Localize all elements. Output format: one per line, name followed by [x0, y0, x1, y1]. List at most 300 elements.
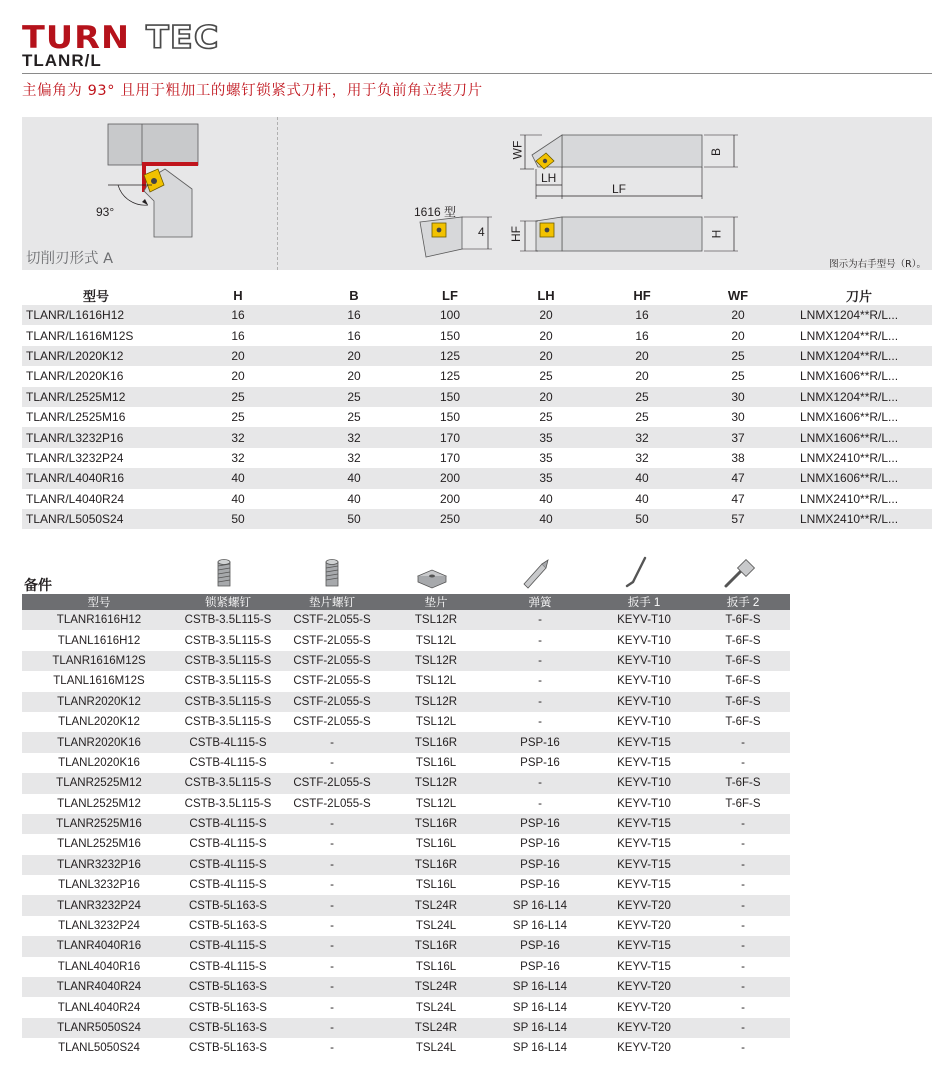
table-cell: TLANR/L3232P24	[26, 450, 124, 465]
table-cell: 20	[635, 369, 649, 384]
key-1-icon	[617, 556, 657, 592]
table-cell: PSP-16	[488, 936, 592, 956]
table-row	[22, 427, 932, 447]
table-cell: CSTB-5L163-S	[189, 920, 267, 933]
hf-label: HF	[509, 226, 523, 242]
table-cell: 250	[402, 509, 498, 529]
table-cell: 40	[635, 491, 649, 506]
table-cell: TLANR2525M12	[22, 773, 176, 793]
insert-screw	[151, 178, 157, 184]
column-header: 垫片螺钉	[280, 594, 384, 610]
table-cell: KEYV-T10	[592, 610, 696, 630]
table-cell: -	[696, 732, 790, 752]
table-cell: CSTB-4L115-S	[176, 855, 280, 875]
table-row	[22, 855, 790, 875]
table-cell: CSTB-4L115-S	[189, 960, 267, 973]
column-header: WF	[727, 288, 749, 303]
insert-top-screw	[543, 159, 547, 163]
table-row	[22, 936, 790, 956]
column-header: 锁紧螺钉	[176, 594, 280, 610]
table-cell: 38	[731, 450, 745, 465]
table-cell: CSTB-4L115-S	[176, 814, 280, 834]
table-cell: 40	[170, 468, 306, 488]
table-cell: PSP-16	[520, 756, 560, 769]
table-cell: -	[741, 1042, 745, 1055]
table-cell: LNMX1606**R/L...	[800, 369, 899, 384]
table-cell: TLANL4040R16	[57, 960, 141, 973]
table-cell: LNMX1204**R/L...	[786, 346, 932, 366]
table-cell: -	[280, 814, 384, 834]
table-cell: TLANL1616H12	[57, 634, 141, 647]
table-cell: CSTB-5L163-S	[189, 1042, 267, 1055]
table-cell: 20	[498, 387, 594, 407]
table-cell: SP 16-L14	[512, 1001, 568, 1014]
table-cell: TLANR4040R24	[22, 977, 176, 997]
table-cell: TLANR/L2020K16	[26, 369, 124, 384]
table-cell: TLANR/L5050S24	[22, 509, 170, 529]
table-cell: -	[741, 756, 745, 769]
table-cell: T-6F-S	[696, 692, 790, 712]
table-cell: CSTB-4L115-S	[176, 732, 280, 752]
table-cell: TLANL2020K12	[58, 716, 140, 729]
cutting-diagram	[108, 124, 198, 237]
brand-logo-part1: TURN	[22, 20, 131, 56]
table-cell: CSTB-4L115-S	[189, 879, 267, 892]
table-cell: CSTF-2L055-S	[293, 634, 371, 647]
table-cell: CSTB-4L115-S	[189, 838, 267, 851]
spare-parts-table-body	[22, 610, 790, 1059]
table-cell: KEYV-T20	[592, 1018, 696, 1038]
table-cell: TSL12L	[415, 675, 457, 688]
table-cell: PSP-16	[488, 732, 592, 752]
column-header: LF	[442, 288, 458, 303]
table-cell: CSTB-3.5L115-S	[184, 675, 272, 688]
table-cell: -	[696, 977, 790, 997]
angle-label: 93°	[96, 205, 115, 219]
table-cell: 150	[439, 410, 461, 425]
table-cell: -	[696, 936, 790, 956]
table-row	[22, 977, 790, 997]
table-cell: 32	[231, 450, 245, 465]
table-cell: TSL12R	[384, 651, 488, 671]
table-cell: TLANR1616H12	[22, 610, 176, 630]
table-cell: -	[280, 855, 384, 875]
table-row	[22, 773, 790, 793]
table-row	[22, 468, 932, 488]
table-row	[22, 875, 790, 895]
table-cell: 35	[498, 468, 594, 488]
brand-logo	[22, 20, 232, 56]
column-header: 垫片	[384, 594, 488, 610]
table-cell: TSL12L	[415, 797, 457, 810]
table-cell: LNMX1204**R/L...	[786, 305, 932, 325]
table-cell: 25	[539, 410, 553, 425]
table-cell: 30	[690, 387, 786, 407]
table-cell: CSTB-5L163-S	[176, 895, 280, 915]
table-cell: CSTF-2L055-S	[280, 692, 384, 712]
holder-side-view	[520, 135, 738, 199]
table-cell: KEYV-T10	[617, 634, 671, 647]
table-cell: 25	[731, 369, 745, 384]
table-cell: 25	[690, 346, 786, 366]
table-cell: 170	[402, 427, 498, 447]
table-row	[22, 753, 790, 773]
type-1616-label: 1616 型	[414, 205, 457, 219]
table-cell: 100	[402, 305, 498, 325]
table-row	[22, 346, 932, 366]
table-cell: 40	[231, 491, 245, 506]
table-cell: T-6F-S	[696, 773, 790, 793]
table-cell: TLANL2525M16	[57, 838, 141, 851]
table-cell: 20	[731, 328, 745, 343]
table-cell: CSTB-5L163-S	[176, 977, 280, 997]
table-cell: SP 16-L14	[512, 920, 568, 933]
table-cell: 40	[347, 491, 361, 506]
table-cell: PSP-16	[488, 855, 592, 875]
table-cell: -	[280, 977, 384, 997]
table-cell: TSL24R	[384, 895, 488, 915]
table-cell: -	[741, 879, 745, 892]
table-cell: PSP-16	[520, 879, 560, 892]
table-cell: KEYV-T10	[617, 675, 671, 688]
table-cell: -	[280, 732, 384, 752]
table-cell: 32	[594, 427, 690, 447]
table-cell: CSTB-3.5L115-S	[184, 716, 272, 729]
table-cell: -	[330, 1001, 334, 1014]
table-cell: -	[488, 651, 592, 671]
table-cell: TSL24L	[415, 1001, 457, 1014]
type-1616-screw	[437, 228, 442, 233]
table-cell: 20	[594, 346, 690, 366]
table-cell: SP 16-L14	[488, 895, 592, 915]
column-header: LH	[537, 288, 555, 303]
table-cell: CSTB-5L163-S	[189, 1001, 267, 1014]
table-cell: 20	[306, 346, 402, 366]
table-cell: -	[741, 920, 745, 933]
table-cell: TSL12L	[415, 634, 457, 647]
table-cell: TSL12R	[384, 692, 488, 712]
table-cell: LNMX2410**R/L...	[800, 450, 899, 465]
table-cell: TLANL4040R24	[57, 1001, 141, 1014]
table-cell: 50	[170, 509, 306, 529]
column-header: 型号	[82, 289, 109, 304]
table-cell: -	[330, 879, 334, 892]
table-cell: -	[538, 716, 542, 729]
table-cell: TLANR/L2525M16	[26, 410, 126, 425]
table-cell: TSL24L	[415, 920, 457, 933]
table-row	[22, 916, 790, 936]
lock-screw-icon	[204, 556, 244, 592]
table-cell: KEYV-T15	[592, 855, 696, 875]
table-row	[22, 651, 790, 671]
table-cell: T-6F-S	[725, 716, 761, 729]
table-cell: KEYV-T20	[617, 1001, 671, 1014]
table-cell: LNMX1606**R/L...	[800, 410, 899, 425]
table-cell: -	[330, 960, 334, 973]
table-row	[22, 895, 790, 915]
table-cell: -	[538, 634, 542, 647]
table-cell: -	[280, 936, 384, 956]
table-row	[22, 610, 790, 630]
table-cell: -	[330, 1042, 334, 1055]
table-row	[22, 387, 932, 407]
diagram-divider	[277, 117, 278, 270]
table-cell: -	[696, 1018, 790, 1038]
table-cell: 37	[690, 427, 786, 447]
table-cell: KEYV-T15	[592, 814, 696, 834]
table-cell: KEYV-T20	[617, 1042, 671, 1055]
shim-screw-icon	[312, 556, 352, 592]
table-cell: 40	[539, 491, 553, 506]
table-cell: 32	[170, 427, 306, 447]
table-cell: PSP-16	[520, 838, 560, 851]
table-cell: TLANR/L1616M12S	[26, 328, 134, 343]
table-cell: KEYV-T10	[592, 651, 696, 671]
table-cell: TLANR/L4040R24	[26, 491, 125, 506]
table-cell: 125	[439, 369, 461, 384]
table-cell: 50	[594, 509, 690, 529]
table-cell: PSP-16	[488, 814, 592, 834]
table-cell: LNMX1204**R/L...	[800, 328, 899, 343]
table-row	[22, 448, 932, 468]
table-cell: TLANR/L2020K12	[22, 346, 170, 366]
table-cell: TLANL2525M12	[57, 797, 141, 810]
table-cell: TLANR5050S24	[22, 1018, 176, 1038]
table-row	[22, 489, 932, 509]
table-cell: 40	[498, 509, 594, 529]
cut-form-label: 切削刃形式 A	[26, 251, 114, 267]
table-cell: -	[741, 1001, 745, 1014]
table-row	[22, 630, 790, 650]
column-header: 刀片	[845, 289, 872, 304]
table-row	[22, 1038, 790, 1058]
table-cell: 16	[306, 305, 402, 325]
table-cell: CSTF-2L055-S	[293, 797, 371, 810]
table-cell: 25	[306, 387, 402, 407]
table-cell: CSTB-4L115-S	[176, 936, 280, 956]
table-cell: KEYV-T10	[617, 716, 671, 729]
table-cell: 150	[439, 328, 461, 343]
table-cell: TSL24L	[415, 1042, 457, 1055]
table-cell: T-6F-S	[725, 675, 761, 688]
table-cell: T-6F-S	[725, 634, 761, 647]
table-cell: KEYV-T20	[592, 977, 696, 997]
column-header: 扳手 2	[696, 594, 790, 610]
table-cell: 25	[539, 369, 553, 384]
table-cell: 47	[731, 491, 745, 506]
table-cell: LNMX1204**R/L...	[786, 387, 932, 407]
table-cell: TLANR/L1616H12	[22, 305, 170, 325]
table-cell: -	[488, 692, 592, 712]
b-label: B	[709, 147, 724, 157]
table-cell: KEYV-T15	[617, 879, 671, 892]
table-cell: 16	[231, 328, 245, 343]
table-cell: -	[280, 1018, 384, 1038]
page-title: TLANR/L	[22, 51, 102, 70]
table-cell: CSTF-2L055-S	[280, 651, 384, 671]
table-cell: KEYV-T15	[617, 756, 671, 769]
table-cell: 16	[635, 328, 649, 343]
key-2-icon	[720, 556, 760, 592]
table-row	[22, 366, 932, 386]
table-cell: -	[538, 675, 542, 688]
table-cell: CSTB-3.5L115-S	[176, 773, 280, 793]
table-row	[22, 407, 932, 427]
table-row	[22, 671, 790, 691]
table-cell: 57	[690, 509, 786, 529]
table-cell: 20	[498, 346, 594, 366]
table-cell: LNMX1606**R/L...	[786, 468, 932, 488]
table-cell: CSTF-2L055-S	[280, 610, 384, 630]
table-cell: TSL12R	[384, 773, 488, 793]
table-cell: 16	[170, 305, 306, 325]
spare-parts-table	[22, 594, 790, 1059]
table-cell: TLANL3232P24	[58, 920, 140, 933]
table-row	[22, 834, 790, 854]
table-cell: 20	[690, 305, 786, 325]
table-cell: CSTB-5L163-S	[176, 1018, 280, 1038]
table-row	[22, 794, 790, 814]
table-cell: TSL24R	[384, 1018, 488, 1038]
table-row	[22, 732, 790, 752]
table-cell: CSTB-3.5L115-S	[184, 634, 272, 647]
table-cell: CSTB-3.5L115-S	[176, 651, 280, 671]
holder-body-front	[562, 217, 702, 251]
table-cell: KEYV-T10	[592, 692, 696, 712]
spare-parts-table-header	[22, 594, 790, 610]
table-cell: TLANR/L2525M12	[22, 387, 170, 407]
table-cell: TSL16L	[415, 838, 457, 851]
table-cell: -	[696, 814, 790, 834]
table-cell: 125	[402, 346, 498, 366]
table-cell: 25	[231, 410, 245, 425]
table-cell: TLANR2525M16	[22, 814, 176, 834]
table-cell: 25	[347, 410, 361, 425]
table-cell: LNMX2410**R/L...	[786, 509, 932, 529]
table-cell: TLANR3232P24	[22, 895, 176, 915]
spare-parts-title: 备件	[24, 577, 52, 593]
table-row	[22, 305, 932, 325]
dimension-table-header	[22, 286, 932, 305]
table-cell: TLANR/L4040R16	[22, 468, 170, 488]
dimension-table-body	[22, 305, 932, 529]
table-cell: KEYV-T15	[592, 936, 696, 956]
column-header: H	[233, 288, 243, 303]
table-cell: -	[741, 838, 745, 851]
table-cell: TLANR2020K12	[22, 692, 176, 712]
shim-icon	[412, 556, 452, 592]
workpiece-shape	[108, 124, 198, 165]
insert-front-screw	[545, 228, 550, 233]
table-row	[22, 997, 790, 1017]
angle-arrow	[142, 199, 148, 205]
column-header: B	[349, 288, 359, 303]
table-cell: TLANR2020K16	[22, 732, 176, 752]
table-cell: -	[488, 773, 592, 793]
table-cell: -	[741, 960, 745, 973]
table-cell: 25	[170, 387, 306, 407]
table-cell: T-6F-S	[725, 797, 761, 810]
table-cell: 16	[594, 305, 690, 325]
table-cell: TSL16R	[384, 855, 488, 875]
table-cell: 40	[306, 468, 402, 488]
table-cell: T-6F-S	[696, 610, 790, 630]
holder-front-view	[520, 217, 738, 251]
table-cell: 200	[439, 491, 461, 506]
table-cell: TLANL5050S24	[58, 1042, 140, 1055]
table-cell: 20	[231, 369, 245, 384]
lf-label: LF	[612, 182, 627, 196]
table-cell: -	[488, 610, 592, 630]
table-cell: 25	[635, 410, 649, 425]
table-cell: SP 16-L14	[488, 1018, 592, 1038]
table-cell: TSL12L	[415, 716, 457, 729]
table-cell: LNMX2410**R/L...	[800, 491, 899, 506]
table-cell: -	[330, 756, 334, 769]
tool-diagram-panel	[22, 117, 932, 270]
table-cell: KEYV-T15	[592, 732, 696, 752]
brand-logo-part2: TEC	[146, 20, 220, 56]
table-cell: 20	[170, 346, 306, 366]
table-cell: TSL16R	[384, 936, 488, 956]
table-cell: -	[280, 895, 384, 915]
table-cell: -	[538, 797, 542, 810]
table-cell: 40	[594, 468, 690, 488]
table-row	[22, 957, 790, 977]
table-cell: 150	[402, 387, 498, 407]
page-subtitle: 主偏角为 93° 且用于粗加工的螺钉锁紧式刀杆，用于负前角立装刀片	[22, 83, 483, 99]
dimension-table	[22, 286, 932, 529]
column-header: 扳手 1	[592, 594, 696, 610]
table-cell: 32	[347, 450, 361, 465]
table-cell: 50	[306, 509, 402, 529]
table-row	[22, 712, 790, 732]
table-cell: TSL24R	[384, 977, 488, 997]
table-row	[22, 509, 932, 529]
table-cell: 170	[439, 450, 461, 465]
table-cell: CSTB-4L115-S	[189, 756, 267, 769]
table-cell: KEYV-T10	[617, 797, 671, 810]
table-cell: TSL16R	[384, 814, 488, 834]
table-cell: KEYV-T15	[617, 960, 671, 973]
table-cell: 30	[731, 410, 745, 425]
table-cell: 200	[402, 468, 498, 488]
table-cell: TSL12R	[384, 610, 488, 630]
cut-zone-mark	[142, 162, 198, 166]
table-cell: CSTB-3.5L115-S	[184, 797, 272, 810]
table-cell: TLANR/L3232P16	[22, 427, 170, 447]
table-row	[22, 814, 790, 834]
table-cell: -	[696, 855, 790, 875]
wf-label: WF	[510, 140, 525, 160]
table-row	[22, 692, 790, 712]
table-cell: TLANL3232P16	[58, 879, 140, 892]
table-cell: KEYV-T15	[617, 838, 671, 851]
column-header: 弹簧	[488, 594, 592, 610]
h-label: H	[709, 229, 724, 239]
table-cell: T-6F-S	[696, 651, 790, 671]
column-header: 型号	[22, 594, 176, 610]
table-cell: -	[330, 838, 334, 851]
spring-icon	[514, 556, 554, 592]
table-cell: PSP-16	[520, 960, 560, 973]
table-cell: 20	[539, 328, 553, 343]
table-cell: TLANR3232P16	[22, 855, 176, 875]
table-cell: 47	[690, 468, 786, 488]
table-cell: TSL16L	[415, 960, 457, 973]
table-cell: -	[330, 920, 334, 933]
table-cell: KEYV-T20	[592, 895, 696, 915]
